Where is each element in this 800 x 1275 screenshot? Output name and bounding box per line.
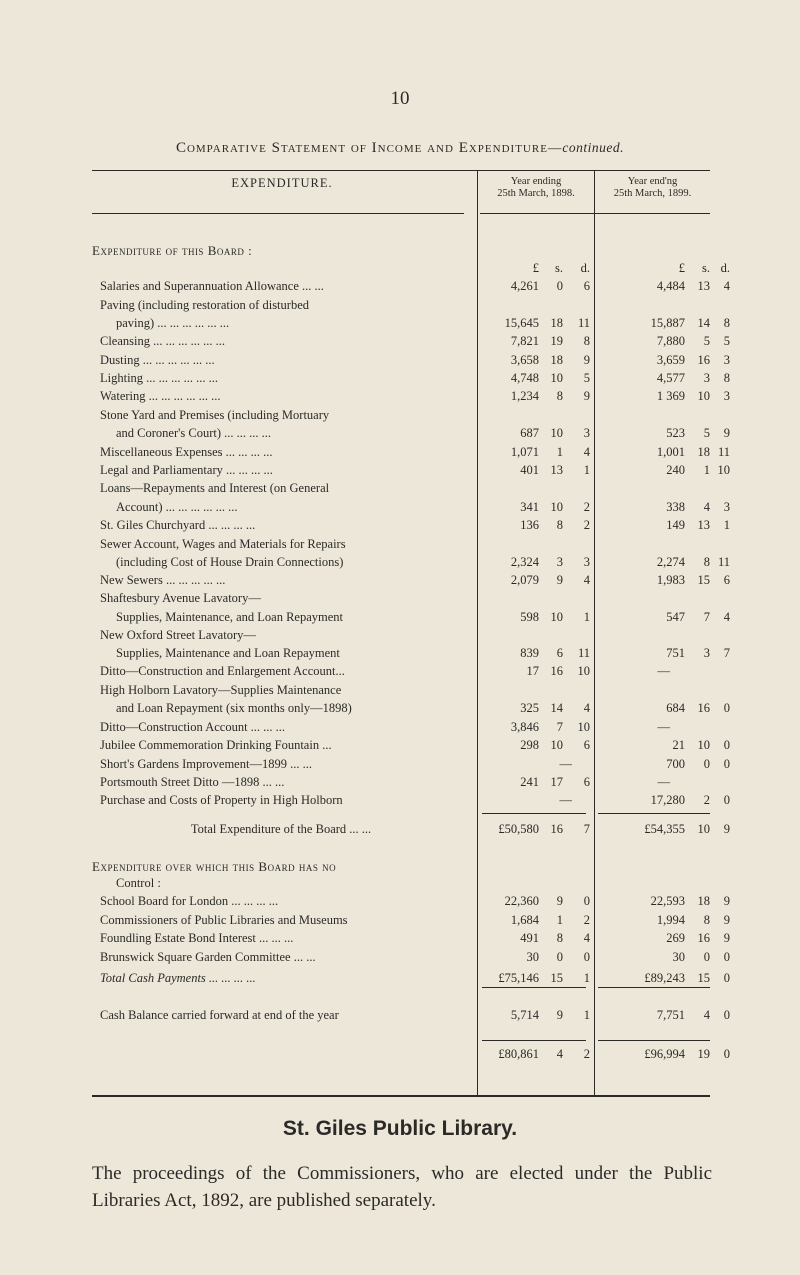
cell-shillings-1898: 6 (556, 646, 563, 660)
cell-pence-1898: 3 (583, 555, 590, 569)
cell-pounds-1899: 1 369 (656, 389, 685, 403)
table-row-paving-2 (0, 316, 800, 334)
cell-pounds-1898: 401 (520, 463, 539, 477)
cell-shillings-1899: 15 (697, 573, 710, 587)
cell-pence-1899: 0 (723, 793, 730, 807)
cell-pence-1898: 10 (577, 664, 590, 678)
row-label: Ditto—Construction Account ... ... ... (100, 720, 286, 734)
cell-pounds-1899: £89,243 (644, 971, 685, 985)
cell-shillings-1898: 18 (550, 353, 563, 367)
cell-pounds-1899: 7,751 (656, 1008, 685, 1022)
cell-pounds-1899: 338 (666, 500, 685, 514)
cell-pence-1899: 3 (723, 353, 730, 367)
row-label: Total Cash Payments ... ... ... ... (100, 971, 256, 985)
cell-pence-1899: 0 (723, 738, 730, 752)
cell-shillings-1899: 8 (703, 913, 710, 927)
cell-pounds-1898: £ (532, 261, 539, 275)
cell-pounds-1898: 22,360 (504, 894, 539, 908)
row-label: School Board for London ... ... ... ... (100, 894, 279, 908)
cell-pounds-1899: 30 (672, 950, 685, 964)
row-label: Cash Balance carried forward at end of the year (100, 1008, 339, 1022)
row-label: paving) ... ... ... ... ... ... (116, 316, 230, 330)
table-row-currency-units (0, 261, 800, 279)
table-row-cash-balance (0, 1008, 800, 1026)
table-top-rule (92, 170, 710, 171)
row-label: Dusting ... ... ... ... ... ... (100, 353, 215, 367)
header-bottom-rule-right (480, 213, 710, 214)
cell-shillings-1898: 1 (556, 445, 563, 459)
cell-pounds-1898: 136 (520, 518, 539, 532)
cell-pence-1899: 6 (723, 573, 730, 587)
cell-shillings-1899: 16 (697, 353, 710, 367)
cell-pence-1899: 11 (717, 555, 730, 569)
row-label: Short's Gardens Improvement—1899 ... ... (100, 757, 312, 771)
library-title: St. Giles Public Library. (282, 1117, 518, 1140)
cell-pounds-1898: 1,071 (510, 445, 539, 459)
table-row-shaftesbury (0, 591, 800, 609)
cell-shillings-1899: 2 (703, 793, 710, 807)
row-label: Supplies, Maintenance, and Loan Repayment (116, 610, 344, 624)
table-row-jubilee-fountain (0, 738, 800, 756)
cell-shillings-1899: 4 (703, 1008, 710, 1022)
row-label: Ditto—Construction and Enlargement Account... (100, 664, 345, 678)
cell-pence-1898: 9 (583, 353, 590, 367)
cell-shillings-1898: 9 (556, 573, 563, 587)
cell-pounds-1898: 598 (520, 610, 539, 624)
table-row-shaftesbury-supplies (0, 610, 800, 628)
cell-pence-1898: 1 (583, 610, 590, 624)
cell-pounds-1898: 4,748 (510, 371, 539, 385)
cell-pence-1899: 9 (723, 894, 730, 908)
cell-shillings-1899: 0 (703, 757, 710, 771)
cell-shillings-1899: 14 (697, 316, 710, 330)
cell-shillings-1898: 10 (550, 610, 563, 624)
cell-pence-1898: d. (580, 261, 590, 275)
cell-shillings-1898: 17 (550, 775, 563, 789)
cell-shillings-1899: 3 (703, 646, 710, 660)
row-label: Lighting ... ... ... ... ... ... (100, 371, 219, 385)
cell-shillings-1898: 18 (550, 316, 563, 330)
cell-shillings-1898: 3 (556, 555, 563, 569)
row-label: Brunswick Square Garden Committee ... ... (100, 950, 316, 964)
row-label: Supplies, Maintenance and Loan Repayment (116, 646, 340, 660)
cell-shillings-1898: 4 (556, 1047, 563, 1061)
cell-pounds-1899: 700 (666, 757, 685, 771)
cell-pounds-1898: £50,580 (498, 822, 539, 836)
table-row-foundling-estate (0, 931, 800, 949)
year-1898-line2: 25th March, 1898. (497, 188, 575, 199)
year-1899-line1: Year end'ng (627, 176, 678, 187)
table-row-high-holborn-property (0, 793, 800, 811)
cell-pounds-1899: 1,001 (656, 445, 685, 459)
row-label: Foundling Estate Bond Interest ... ... ... (100, 931, 294, 945)
cell-shillings-1899: 15 (697, 971, 710, 985)
cell-pounds-1899: 2,274 (656, 555, 685, 569)
cell-shillings-1899: 0 (703, 950, 710, 964)
cell-shillings-1898: 8 (556, 931, 563, 945)
cell-pounds-1899: 269 (666, 931, 685, 945)
cell-shillings-1899: 10 (697, 822, 710, 836)
cell-pounds-1899: 751 (666, 646, 685, 660)
cell-pence-1898: 2 (583, 500, 590, 514)
table-row-high-holborn-1 (0, 683, 800, 701)
row-label: Watering ... ... ... ... ... ... (100, 389, 221, 403)
table-row-paving-1 (0, 298, 800, 316)
cell-pounds-1899: £ (678, 261, 685, 275)
table-row-salaries (0, 279, 800, 297)
cell-shillings-1899: 5 (703, 426, 710, 440)
cell-pence-1898: 2 (583, 518, 590, 532)
cell-pence-1899: 0 (723, 1047, 730, 1061)
cell-shillings-1898: 15 (550, 971, 563, 985)
heading-suffix: continued. (562, 140, 625, 155)
cell-pounds-1898: 5,714 (510, 1008, 539, 1022)
table-row-stone-yard-2 (0, 426, 800, 444)
row-label: Sewer Account, Wages and Materials for Repairs (100, 537, 346, 551)
cell-pence-1899: 10 (717, 463, 730, 477)
row-label: Expenditure over which this Board has no (92, 859, 337, 874)
cell-pence-1898: 6 (583, 775, 590, 789)
cell-pence-1899: d. (720, 261, 730, 275)
cell-pounds-1899: 1,983 (656, 573, 685, 587)
row-label: New Oxford Street Lavatory— (100, 628, 256, 642)
cell-pence-1898: 4 (583, 445, 590, 459)
row-label: Jubilee Commemoration Drinking Fountain ... (100, 738, 332, 752)
cell-pence-1898: 0 (583, 894, 590, 908)
cell-shillings-1899: 13 (697, 518, 710, 532)
cell-pounds-1898: 2,079 (510, 573, 539, 587)
cell-pounds-1898: 17 (526, 664, 539, 678)
cell-pence-1899: 3 (723, 500, 730, 514)
row-label: (including Cost of House Drain Connections) (116, 555, 344, 569)
row-label: Expenditure of this Board : (92, 243, 253, 258)
cell-pounds-1898: 1,684 (510, 913, 539, 927)
cell-pence-1898: 7 (583, 822, 590, 836)
cell-pence-1898: 5 (583, 371, 590, 385)
table-row-cleansing (0, 334, 800, 352)
cell-shillings-1898: 19 (550, 334, 563, 348)
cell-pounds-1899: 547 (666, 610, 685, 624)
cell-pounds-1899: 17,280 (650, 793, 685, 807)
cell-shillings-1898: s. (555, 261, 563, 275)
table-row-brunswick-square (0, 950, 800, 968)
table-row-churchyard (0, 518, 800, 536)
cell-pence-1899: 0 (723, 1008, 730, 1022)
cell-pounds-1899: 4,577 (656, 371, 685, 385)
row-label: Legal and Parliamentary ... ... ... ... (100, 463, 273, 477)
table-row-high-holborn-2 (0, 701, 800, 719)
cell-shillings-1899: 18 (697, 894, 710, 908)
cell-pounds-1899: 15,887 (650, 316, 685, 330)
cell-pounds-1899: — (657, 664, 670, 678)
cell-shillings-1898: 8 (556, 389, 563, 403)
page-number: 10 (390, 88, 410, 109)
cell-shillings-1898: 8 (556, 518, 563, 532)
year-1898-line1: Year ending (510, 176, 562, 187)
cell-shillings-1899: 13 (697, 279, 710, 293)
cell-shillings-1899: 7 (703, 610, 710, 624)
cell-shillings-1899: 5 (703, 334, 710, 348)
cell-pence-1898: 8 (583, 334, 590, 348)
row-label: High Holborn Lavatory—Supplies Maintenance (100, 683, 342, 697)
cell-pounds-1898: 1,234 (510, 389, 539, 403)
table-row-libraries-museums (0, 913, 800, 931)
row-label: Salaries and Superannuation Allowance ... ... (100, 279, 324, 293)
cell-shillings-1899: 16 (697, 701, 710, 715)
row-label: Commissioners of Public Libraries and Museums (100, 913, 348, 927)
library-paragraph: The proceedings of the Commissioners, who are elected under the Public Libraries Act, 1892, are published separately. (92, 1163, 712, 1211)
cell-pence-1899: 7 (723, 646, 730, 660)
row-label: and Coroner's Court) ... ... ... ... (116, 426, 272, 440)
cell-shillings-1898: 10 (550, 371, 563, 385)
cell-shillings-1899: 10 (697, 389, 710, 403)
cell-pence-1898: 3 (583, 426, 590, 440)
cell-pounds-1898: — (559, 757, 572, 771)
heading-main: Comparative Statement of Income and Expenditure (175, 140, 548, 156)
cell-pounds-1898: 298 (520, 738, 539, 752)
cell-shillings-1898: 14 (550, 701, 563, 715)
board-total-rule-1 (482, 813, 586, 814)
cell-pounds-1898: 687 (520, 426, 539, 440)
cell-pounds-1899: 21 (672, 738, 685, 752)
cell-pence-1899: 0 (723, 757, 730, 771)
cell-pence-1899: 3 (723, 389, 730, 403)
cell-pounds-1899: 684 (666, 701, 685, 715)
cell-pence-1898: 6 (583, 279, 590, 293)
table-row-watering (0, 389, 800, 407)
cell-pence-1898: 9 (583, 389, 590, 403)
cell-pence-1899: 0 (723, 950, 730, 964)
cell-pence-1899: 1 (723, 518, 730, 532)
year-1899-header (595, 176, 710, 200)
page-heading (0, 140, 800, 157)
cell-shillings-1898: 10 (550, 738, 563, 752)
cell-pence-1899: 0 (723, 701, 730, 715)
cell-pence-1898: 4 (583, 931, 590, 945)
cell-pounds-1899: 7,880 (656, 334, 685, 348)
cell-pounds-1898: — (559, 793, 572, 807)
cell-pence-1898: 6 (583, 738, 590, 752)
row-label: Account) ... ... ... ... ... ... (116, 500, 238, 514)
cell-pence-1898: 2 (583, 1047, 590, 1061)
cell-shillings-1898: 1 (556, 913, 563, 927)
cell-shillings-1898: 7 (556, 720, 563, 734)
row-label: Total Expenditure of the Board ... ... (190, 822, 372, 836)
row-label: New Sewers ... ... ... ... ... (100, 573, 226, 587)
year-1898-header (478, 176, 594, 200)
cell-pence-1899: 0 (723, 971, 730, 985)
cell-shillings-1899: 1 (703, 463, 710, 477)
row-label: St. Giles Churchyard ... ... ... ... (100, 518, 256, 532)
cell-pence-1899: 9 (723, 822, 730, 836)
row-label: Shaftesbury Avenue Lavatory— (100, 591, 261, 605)
cell-shillings-1899: 18 (697, 445, 710, 459)
table-row-new-sewers (0, 573, 800, 591)
cell-pence-1898: 1 (583, 463, 590, 477)
year-1899-line2: 25th March, 1899. (613, 188, 692, 199)
cell-pence-1899: 11 (717, 445, 730, 459)
row-label: Loans—Repayments and Interest (on General (100, 481, 330, 495)
cell-pence-1899: 4 (723, 279, 730, 293)
row-label: Miscellaneous Expenses ... ... ... ... (100, 445, 273, 459)
cell-shillings-1898: 9 (556, 1008, 563, 1022)
header-bottom-rule-left (92, 213, 464, 214)
cell-pounds-1898: 839 (520, 646, 539, 660)
table-bottom-rule (92, 1095, 710, 1097)
cell-pounds-1898: 491 (520, 931, 539, 945)
cell-shillings-1899: 16 (697, 931, 710, 945)
table-row-grand-total (0, 1047, 800, 1065)
cell-pence-1899: 8 (723, 371, 730, 385)
cell-shillings-1898: 10 (550, 426, 563, 440)
cell-shillings-1898: 0 (556, 279, 563, 293)
cell-pounds-1898: 2,324 (510, 555, 539, 569)
cell-shillings-1899: 19 (697, 1047, 710, 1061)
cell-pounds-1898: 7,821 (510, 334, 539, 348)
table-row-total-cash-payments (0, 971, 800, 989)
table-row-miscellaneous (0, 445, 800, 463)
table-row-board-total (0, 822, 800, 840)
cell-pence-1898: 4 (583, 701, 590, 715)
row-label: Portsmouth Street Ditto —1898 ... ... (100, 775, 285, 789)
board-total-rule-2 (598, 813, 710, 814)
table-row-portsmouth-street (0, 775, 800, 793)
cell-shillings-1899: 10 (697, 738, 710, 752)
table-row-stone-yard-1 (0, 408, 800, 426)
table-row-section-no-control-1 (0, 859, 800, 877)
table-row-legal (0, 463, 800, 481)
table-row-new-oxford-supplies (0, 646, 800, 664)
cell-pounds-1899: £54,355 (644, 822, 685, 836)
cell-pence-1899: 9 (723, 426, 730, 440)
cell-shillings-1899: s. (702, 261, 710, 275)
table-row-shorts-gardens (0, 757, 800, 775)
expenditure-column-header: EXPENDITURE. (231, 176, 333, 190)
cell-pounds-1899: 523 (666, 426, 685, 440)
cell-pounds-1898: 341 (520, 500, 539, 514)
row-label: Control : (116, 876, 161, 890)
cell-pence-1898: 1 (583, 971, 590, 985)
table-row-dusting (0, 353, 800, 371)
cell-pounds-1898: 30 (526, 950, 539, 964)
cell-shillings-1898: 0 (556, 950, 563, 964)
row-label: Paving (including restoration of disturbed (100, 298, 309, 312)
cell-pounds-1899: £96,994 (644, 1047, 685, 1061)
row-label: and Loan Repayment (six months only—1898) (116, 701, 352, 715)
cell-shillings-1899: 3 (703, 371, 710, 385)
cell-pence-1898: 1 (583, 1008, 590, 1022)
table-row-lighting (0, 371, 800, 389)
grand-total-rule-1 (482, 1040, 586, 1041)
table-row-section-board (0, 243, 800, 261)
heading-dash: — (547, 140, 563, 155)
cell-pounds-1899: 240 (666, 463, 685, 477)
cell-pence-1898: 2 (583, 913, 590, 927)
cell-pence-1899: 4 (723, 610, 730, 624)
cell-pounds-1899: 22,593 (650, 894, 685, 908)
cell-pence-1898: 11 (577, 316, 590, 330)
table-row-loans-1 (0, 481, 800, 499)
cell-pence-1899: 5 (723, 334, 730, 348)
row-label: Purchase and Costs of Property in High Holborn (100, 793, 343, 807)
cell-pounds-1899: — (657, 720, 670, 734)
cell-pounds-1898: 15,645 (504, 316, 539, 330)
cell-shillings-1899: 4 (703, 500, 710, 514)
cell-pounds-1899: 1,994 (656, 913, 685, 927)
cell-shillings-1899: 8 (703, 555, 710, 569)
table-row-new-oxford-construction (0, 664, 800, 682)
table-row-sewer-2 (0, 555, 800, 573)
cell-pounds-1899: 149 (666, 518, 685, 532)
cell-pence-1898: 0 (583, 950, 590, 964)
cell-pounds-1899: 3,659 (656, 353, 685, 367)
cell-pounds-1898: 4,261 (510, 279, 539, 293)
cell-pounds-1898: 241 (520, 775, 539, 789)
row-label: Cleansing ... ... ... ... ... ... (100, 334, 225, 348)
cell-pounds-1898: £75,146 (498, 971, 539, 985)
row-label: Stone Yard and Premises (including Mortuary (100, 408, 330, 422)
cell-pounds-1898: 3,846 (510, 720, 539, 734)
cell-pounds-1898: £80,861 (498, 1047, 539, 1061)
grand-total-rule-2 (598, 1040, 710, 1041)
cell-pence-1899: 9 (723, 931, 730, 945)
cell-shillings-1898: 16 (550, 664, 563, 678)
table-row-school-board (0, 894, 800, 912)
table-row-new-oxford (0, 628, 800, 646)
cell-pence-1899: 8 (723, 316, 730, 330)
table-row-loans-2 (0, 500, 800, 518)
cell-pounds-1899: 4,484 (656, 279, 685, 293)
cell-shillings-1898: 13 (550, 463, 563, 477)
cell-pence-1898: 10 (577, 720, 590, 734)
cell-pounds-1898: 325 (520, 701, 539, 715)
cell-pounds-1899: — (657, 775, 670, 789)
cell-shillings-1898: 16 (550, 822, 563, 836)
table-row-section-no-control-2 (0, 876, 800, 894)
cell-shillings-1898: 10 (550, 500, 563, 514)
table-row-high-holborn-construction (0, 720, 800, 738)
cell-pence-1899: 9 (723, 913, 730, 927)
cell-pounds-1898: 3,658 (510, 353, 539, 367)
cell-shillings-1898: 9 (556, 894, 563, 908)
cell-pence-1898: 4 (583, 573, 590, 587)
cell-pence-1898: 11 (577, 646, 590, 660)
table-row-sewer-1 (0, 537, 800, 555)
